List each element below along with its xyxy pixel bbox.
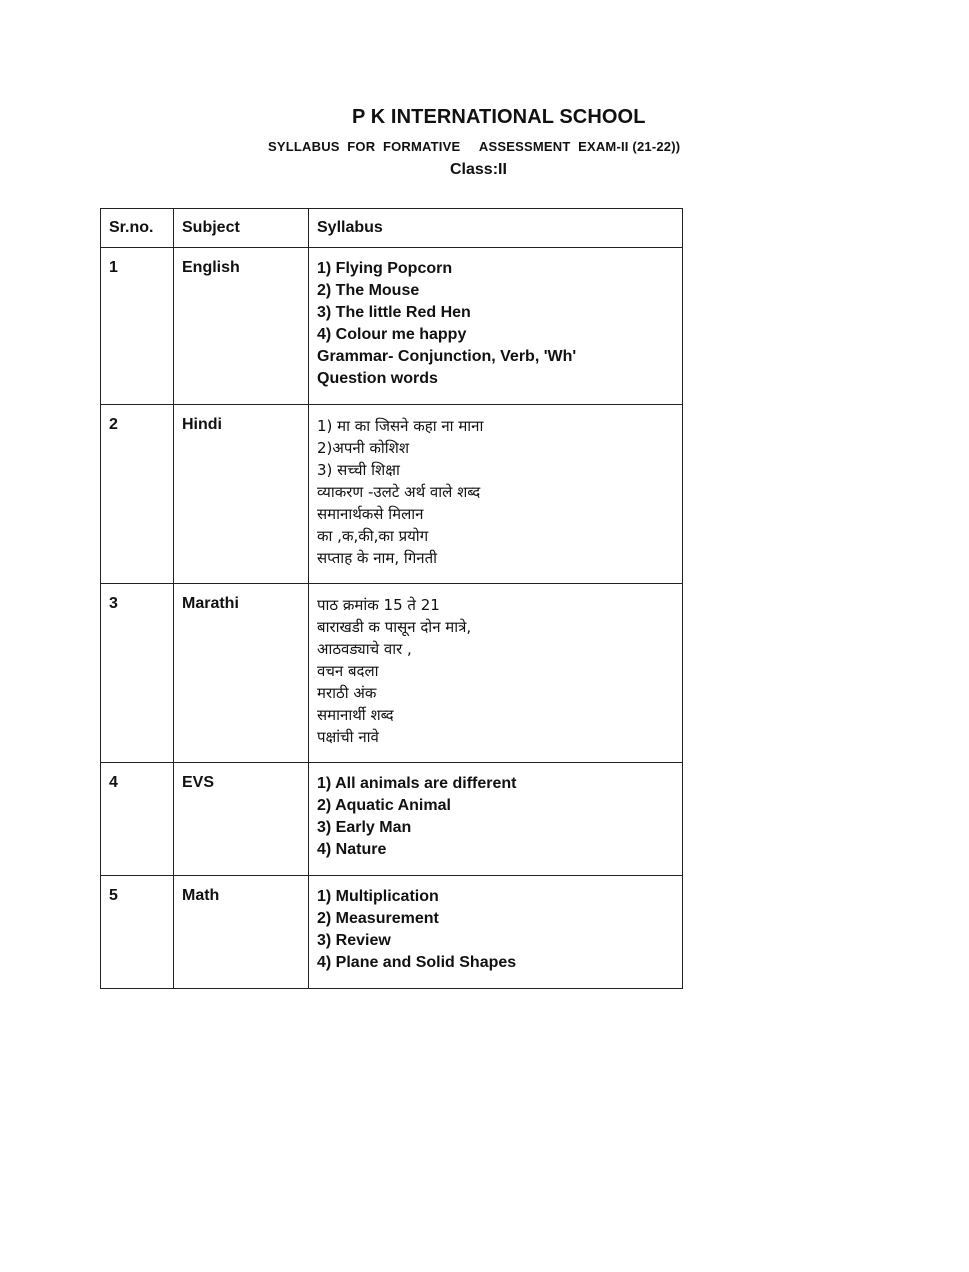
syllabus-cell (309, 763, 683, 876)
syllabus-item: 4) Colour me happy (317, 326, 467, 343)
table-body (101, 248, 683, 989)
syllabus-list (317, 405, 674, 583)
syllabus-item: 4) Plane and Solid Shapes (317, 954, 517, 971)
subject-name: EVS (182, 774, 215, 791)
syllabus-item: 4) Nature (317, 841, 387, 858)
sr-no-cell (101, 584, 174, 763)
sr-no-cell (101, 405, 174, 584)
sr-no-cell (101, 248, 174, 405)
syllabus-item: व्याकरण -उलटे अर्थ वाले शब्द (317, 483, 481, 501)
table-row-hindi (101, 405, 683, 584)
column-header-sr-no: Sr.no. (101, 209, 174, 248)
syllabus-item: बाराखडी क पासून दोन मात्रे, (317, 618, 472, 636)
syllabus-item: समानार्थकसे मिलान (317, 505, 424, 523)
sr-no: 3 (109, 595, 118, 612)
sr-no: 5 (109, 887, 118, 904)
syllabus-item: 2) The Mouse (317, 282, 420, 299)
subject-cell (174, 248, 309, 405)
subject-name: Marathi (182, 595, 239, 612)
column-header-subject: Subject (174, 209, 309, 248)
syllabus-item: 2) Measurement (317, 910, 439, 927)
table-header-row (101, 209, 683, 248)
syllabus-item: 1) All animals are different (317, 775, 517, 792)
subject-name: Hindi (182, 416, 222, 433)
table-row-english (101, 248, 683, 405)
syllabus-item: 1) मा का जिसने कहा ना माना (317, 417, 484, 435)
syllabus-item: सप्ताह के नाम, गिनती (317, 549, 438, 567)
syllabus-list (317, 248, 674, 404)
syllabus-item: समानार्थी शब्द (317, 706, 394, 724)
sr-no: 1 (109, 259, 118, 276)
table-row-math (101, 876, 683, 989)
syllabus-item: 2) Aquatic Animal (317, 797, 451, 814)
class-label: Class:II (450, 161, 507, 178)
syllabus-cell (309, 248, 683, 405)
subject-name: English (182, 259, 240, 276)
subject-cell (174, 584, 309, 763)
sr-no: 2 (109, 416, 118, 433)
syllabus-title: SYLLABUS FOR FORMATIVE ASSESSMENT EXAM-II (21-22)) (268, 139, 681, 154)
syllabus-cell (309, 405, 683, 584)
subject-name: Math (182, 887, 220, 904)
syllabus-item: का ,क,की,का प्रयोग (317, 527, 429, 545)
syllabus-item: वचन बदला (317, 662, 379, 680)
syllabus-item: 3) Review (317, 932, 391, 949)
school-name: P K INTERNATIONAL SCHOOL (352, 106, 646, 128)
syllabus-list (317, 876, 674, 988)
syllabus-item: पक्षांची नावे (317, 728, 379, 746)
table-row-marathi (101, 584, 683, 763)
sr-no: 4 (109, 774, 118, 791)
syllabus-list (317, 584, 674, 762)
syllabus-item: आठवड्याचे वार , (317, 640, 412, 658)
syllabus-item: Question words (317, 370, 438, 387)
syllabus-table (100, 208, 683, 989)
subject-cell (174, 876, 309, 989)
syllabus-item: Grammar- Conjunction, Verb, 'Wh' (317, 348, 577, 365)
syllabus-list (317, 763, 674, 875)
table-header (101, 209, 683, 248)
syllabus-item: 1) Flying Popcorn (317, 260, 453, 277)
syllabus-item: 1) Multiplication (317, 888, 439, 905)
subject-cell (174, 763, 309, 876)
syllabus-item: 2)अपनी कोशिश (317, 439, 410, 457)
syllabus-item: 3) सच्ची शिक्षा (317, 461, 400, 479)
syllabus-item: मराठी अंक (317, 684, 377, 702)
syllabus-item: 3) The little Red Hen (317, 304, 471, 321)
sr-no-cell (101, 876, 174, 989)
sr-no-cell (101, 763, 174, 876)
syllabus-cell (309, 584, 683, 763)
syllabus-item: 3) Early Man (317, 819, 412, 836)
table-row-evs (101, 763, 683, 876)
subject-cell (174, 405, 309, 584)
column-header-syllabus: Syllabus (309, 209, 683, 248)
syllabus-item: पाठ क्रमांक 15 ते 21 (317, 596, 440, 614)
syllabus-cell (309, 876, 683, 989)
